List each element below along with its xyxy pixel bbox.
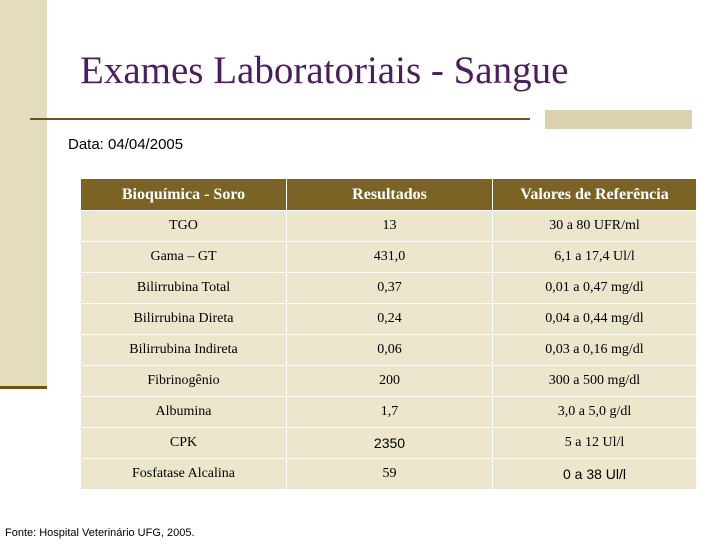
reference-range: 5 a 12 Ul/l: [493, 428, 697, 459]
test-result: 1,7: [287, 397, 493, 428]
table-header-row: [81, 179, 697, 211]
table-row: [81, 335, 697, 366]
test-name: Bilirrubina Indireta: [81, 335, 287, 366]
left-bar-edge: [0, 386, 47, 389]
left-decorative-bar: [0, 0, 47, 386]
table-row: [81, 366, 697, 397]
table-row: [81, 211, 697, 242]
test-result: 200: [287, 366, 493, 397]
table-row: [81, 428, 697, 459]
decorative-block: [545, 110, 692, 129]
reference-range: 0,01 a 0,47 mg/dl: [493, 273, 697, 304]
test-name: Bilirrubina Total: [81, 273, 287, 304]
source-note: Fonte: Hospital Veterinário UFG, 2005.: [5, 527, 195, 539]
table-row: [81, 397, 697, 428]
test-name: TGO: [81, 211, 287, 242]
test-name: Bilirrubina Direta: [81, 304, 287, 335]
header-reference: Valores de Referência: [493, 179, 697, 211]
test-name: CPK: [81, 428, 287, 459]
table-row: [81, 459, 697, 490]
header-test: Bioquímica - Soro: [81, 179, 287, 211]
header-result: Resultados: [287, 179, 493, 211]
test-result: 0,06: [287, 335, 493, 366]
reference-range: 30 a 80 UFR/ml: [493, 211, 697, 242]
test-result: 0,37: [287, 273, 493, 304]
table-row: [81, 242, 697, 273]
reference-range: 6,1 a 17,4 Ul/l: [493, 242, 697, 273]
test-name: Fibrinogênio: [81, 366, 287, 397]
reference-range: 300 a 500 mg/dl: [493, 366, 697, 397]
lab-results-table: [80, 178, 697, 490]
test-result: 2350: [287, 428, 493, 459]
test-result: 0,24: [287, 304, 493, 335]
reference-range: 3,0 a 5,0 g/dl: [493, 397, 697, 428]
table-row: [81, 304, 697, 335]
test-result: 59: [287, 459, 493, 490]
reference-range: 0 a 38 Ul/l: [493, 459, 697, 490]
reference-range: 0,04 a 0,44 mg/dl: [493, 304, 697, 335]
test-result: 13: [287, 211, 493, 242]
table-row: [81, 273, 697, 304]
test-name: Gama – GT: [81, 242, 287, 273]
title-divider: [30, 118, 530, 120]
slide-title: Exames Laboratoriais - Sangue: [80, 49, 569, 92]
test-name: Albumina: [81, 397, 287, 428]
test-name: Fosfatase Alcalina: [81, 459, 287, 490]
exam-date: Data: 04/04/2005: [68, 136, 184, 153]
reference-range: 0,03 a 0,16 mg/dl: [493, 335, 697, 366]
test-result: 431,0: [287, 242, 493, 273]
